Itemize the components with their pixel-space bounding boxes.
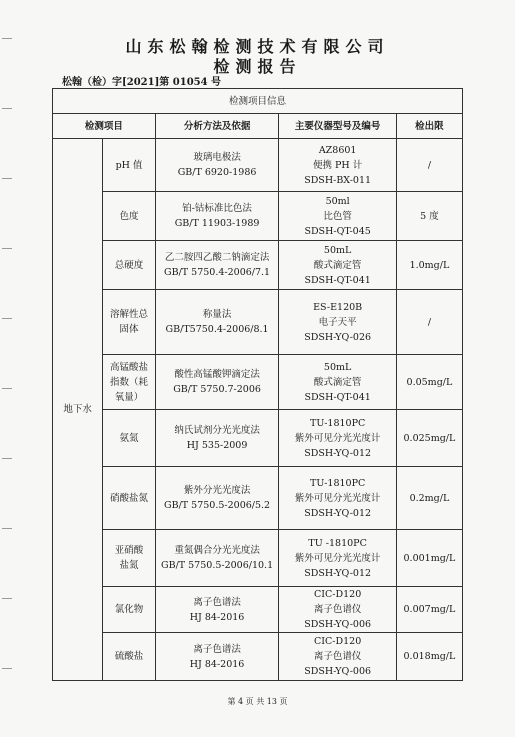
instrument-line: 电子天平 bbox=[318, 316, 357, 328]
method-line: GB/T 6920-1986 bbox=[177, 167, 257, 178]
binding-mark bbox=[2, 318, 12, 319]
item-line: 氨氮 bbox=[119, 432, 139, 444]
col-header-instrument: 主要仪器型号及编号 bbox=[279, 114, 396, 139]
binding-mark bbox=[2, 178, 12, 179]
instrument-line: 紫外可见分光光度计 bbox=[294, 432, 381, 444]
item-line: 总硬度 bbox=[114, 259, 144, 271]
method-cell bbox=[155, 633, 279, 681]
table-row bbox=[53, 192, 463, 241]
method-cell bbox=[155, 241, 279, 290]
table-row bbox=[53, 633, 463, 681]
sample-category: 地下水 bbox=[53, 139, 103, 681]
col-header-limit: 检出限 bbox=[396, 114, 462, 139]
table-row bbox=[53, 241, 463, 290]
table-row bbox=[53, 587, 463, 633]
item-line: pH 值 bbox=[115, 159, 143, 171]
limit-cell: 0.05mg/L bbox=[396, 355, 462, 410]
instrument-line: TU -1810PC bbox=[308, 537, 367, 549]
instrument-cell bbox=[279, 241, 396, 290]
instrument-line: SDSH-YQ-006 bbox=[304, 619, 372, 630]
instrument-line: 50ml bbox=[325, 195, 350, 207]
instrument-cell bbox=[279, 355, 396, 410]
binding-mark bbox=[2, 108, 12, 109]
limit-cell: 0.007mg/L bbox=[396, 587, 462, 633]
item-cell bbox=[103, 467, 155, 530]
method-line: 离子色谱法 bbox=[193, 596, 241, 608]
item-line: 盐氮 bbox=[119, 560, 139, 571]
report-number: 松翰（检）字[2021]第 01054 号 bbox=[62, 77, 222, 88]
company-name: 山东松翰检测技术有限公司 bbox=[125, 37, 390, 56]
method-cell bbox=[155, 139, 279, 192]
report-title: 检测报告 bbox=[213, 57, 302, 76]
instrument-line: AZ8601 bbox=[318, 144, 357, 156]
binding-margin bbox=[0, 0, 14, 737]
method-cell bbox=[155, 530, 279, 587]
instrument-cell bbox=[279, 633, 396, 681]
col-header-method: 分析方法及依据 bbox=[155, 114, 279, 139]
instrument-line: SDSH-YQ-026 bbox=[304, 331, 372, 343]
table-row bbox=[53, 530, 463, 587]
method-line: 紫外分光光度法 bbox=[183, 485, 251, 496]
method-line: GB/T 5750.5-2006/5.2 bbox=[164, 500, 271, 511]
instrument-line: SDSH-QT-041 bbox=[304, 274, 371, 286]
instrument-line: 50mL bbox=[323, 244, 352, 256]
item-line: 氧量） bbox=[114, 391, 144, 403]
item-cell bbox=[103, 410, 155, 467]
method-line: 乙二胺四乙酸二钠滴定法 bbox=[164, 252, 270, 263]
instrument-line: 酸式滴定管 bbox=[313, 376, 362, 388]
instrument-cell bbox=[279, 587, 396, 633]
table-row bbox=[53, 467, 463, 530]
column-header-row bbox=[53, 114, 463, 139]
instrument-cell bbox=[279, 192, 396, 241]
binding-mark bbox=[2, 598, 12, 599]
method-line: 离子色谱法 bbox=[193, 643, 241, 655]
method-line: 酸性高锰酸钾滴定法 bbox=[174, 369, 260, 380]
instrument-line: SDSH-YQ-012 bbox=[304, 507, 372, 519]
binding-mark bbox=[2, 248, 12, 249]
instrument-line: TU-1810PC bbox=[310, 477, 366, 489]
binding-mark bbox=[2, 668, 12, 669]
limit-cell: / bbox=[396, 290, 462, 355]
item-line: 亚硝酸 bbox=[114, 545, 144, 556]
limit-cell: 0.2mg/L bbox=[396, 467, 462, 530]
item-line: 硝酸盐氮 bbox=[110, 492, 149, 504]
instrument-line: SDSH-YQ-006 bbox=[304, 666, 372, 677]
instrument-line: 紫外可见分光光度计 bbox=[294, 552, 381, 564]
instrument-line: 酸式滴定管 bbox=[313, 259, 362, 271]
binding-mark bbox=[2, 388, 12, 389]
method-line: HJ 535-2009 bbox=[186, 440, 248, 451]
limit-cell: 1.0mg/L bbox=[396, 241, 462, 290]
instrument-line: CIC-D120 bbox=[314, 636, 362, 647]
method-line: 铂-钴标准比色法 bbox=[182, 203, 252, 214]
item-cell bbox=[103, 633, 155, 681]
item-cell bbox=[103, 355, 155, 410]
item-line: 氯化物 bbox=[114, 604, 144, 615]
limit-cell: 0.001mg/L bbox=[396, 530, 462, 587]
method-line: GB/T 5750.7-2006 bbox=[173, 384, 261, 395]
method-line: HJ 84-2016 bbox=[189, 611, 245, 623]
method-cell bbox=[155, 467, 279, 530]
instrument-line: SDSH-BX-011 bbox=[304, 174, 372, 186]
item-line: 色度 bbox=[119, 210, 139, 222]
instrument-cell bbox=[279, 410, 396, 467]
instrument-line: 便携 PH 计 bbox=[313, 159, 363, 171]
item-cell bbox=[103, 241, 155, 290]
limit-cell: 0.018mg/L bbox=[396, 633, 462, 681]
instrument-line: ES-E120B bbox=[313, 301, 363, 313]
method-line: 玻璃电极法 bbox=[193, 152, 241, 163]
method-cell bbox=[155, 410, 279, 467]
section-title: 检测项目信息 bbox=[53, 89, 463, 114]
method-line: HJ 84-2016 bbox=[189, 658, 245, 670]
method-cell bbox=[155, 587, 279, 633]
instrument-line: SDSH-YQ-012 bbox=[304, 567, 372, 579]
item-cell bbox=[103, 587, 155, 633]
instrument-line: 离子色谱仪 bbox=[313, 604, 362, 615]
method-line: GB/T 5750.5-2006/10.1 bbox=[161, 560, 274, 571]
instrument-line: CIC-D120 bbox=[314, 589, 362, 600]
instrument-line: 比色管 bbox=[323, 210, 352, 222]
method-line: GB/T5750.4-2006/8.1 bbox=[165, 324, 269, 335]
method-line: GB/T 11903-1989 bbox=[174, 218, 260, 229]
table-row bbox=[53, 139, 463, 192]
item-line: 溶解性总 bbox=[110, 309, 149, 320]
limit-cell: 0.025mg/L bbox=[396, 410, 462, 467]
item-cell bbox=[103, 290, 155, 355]
binding-mark bbox=[2, 458, 12, 459]
item-cell bbox=[103, 139, 155, 192]
instrument-line: 离子色谱仪 bbox=[313, 651, 362, 662]
page-number: 第 4 页 共 13 页 bbox=[227, 697, 288, 706]
table-row bbox=[53, 410, 463, 467]
item-cell bbox=[103, 530, 155, 587]
col-header-item: 检测项目 bbox=[53, 114, 156, 139]
method-cell bbox=[155, 355, 279, 410]
item-line: 硫酸盐 bbox=[114, 651, 144, 662]
limit-cell: 5 度 bbox=[396, 192, 462, 241]
binding-mark bbox=[2, 528, 12, 529]
instrument-cell bbox=[279, 139, 396, 192]
item-cell bbox=[103, 192, 155, 241]
instrument-line: SDSH-QT-045 bbox=[304, 225, 371, 237]
method-cell bbox=[155, 192, 279, 241]
method-line: 重氮偶合分光光度法 bbox=[174, 545, 260, 556]
instrument-cell bbox=[279, 467, 396, 530]
item-line: 指数（耗 bbox=[110, 376, 149, 388]
method-line: 称量法 bbox=[202, 309, 232, 320]
method-cell bbox=[155, 290, 279, 355]
method-line: GB/T 5750.4-2006/7.1 bbox=[164, 267, 271, 278]
limit-cell: / bbox=[396, 139, 462, 192]
instrument-line: TU-1810PC bbox=[310, 417, 366, 429]
table-row bbox=[53, 355, 463, 410]
item-line: 固体 bbox=[119, 324, 139, 335]
instrument-line: 紫外可见分光光度计 bbox=[294, 492, 381, 504]
instrument-cell bbox=[279, 290, 396, 355]
method-line: 纳氏试剂分光光度法 bbox=[174, 425, 260, 436]
item-line: 高锰酸盐 bbox=[110, 361, 149, 373]
instrument-line: 50mL bbox=[323, 361, 352, 373]
section-title-row bbox=[53, 89, 463, 114]
instrument-line: SDSH-QT-041 bbox=[304, 391, 371, 403]
table-row bbox=[53, 290, 463, 355]
instrument-line: SDSH-YQ-012 bbox=[304, 447, 372, 459]
test-items-table bbox=[52, 88, 463, 681]
instrument-cell bbox=[279, 530, 396, 587]
